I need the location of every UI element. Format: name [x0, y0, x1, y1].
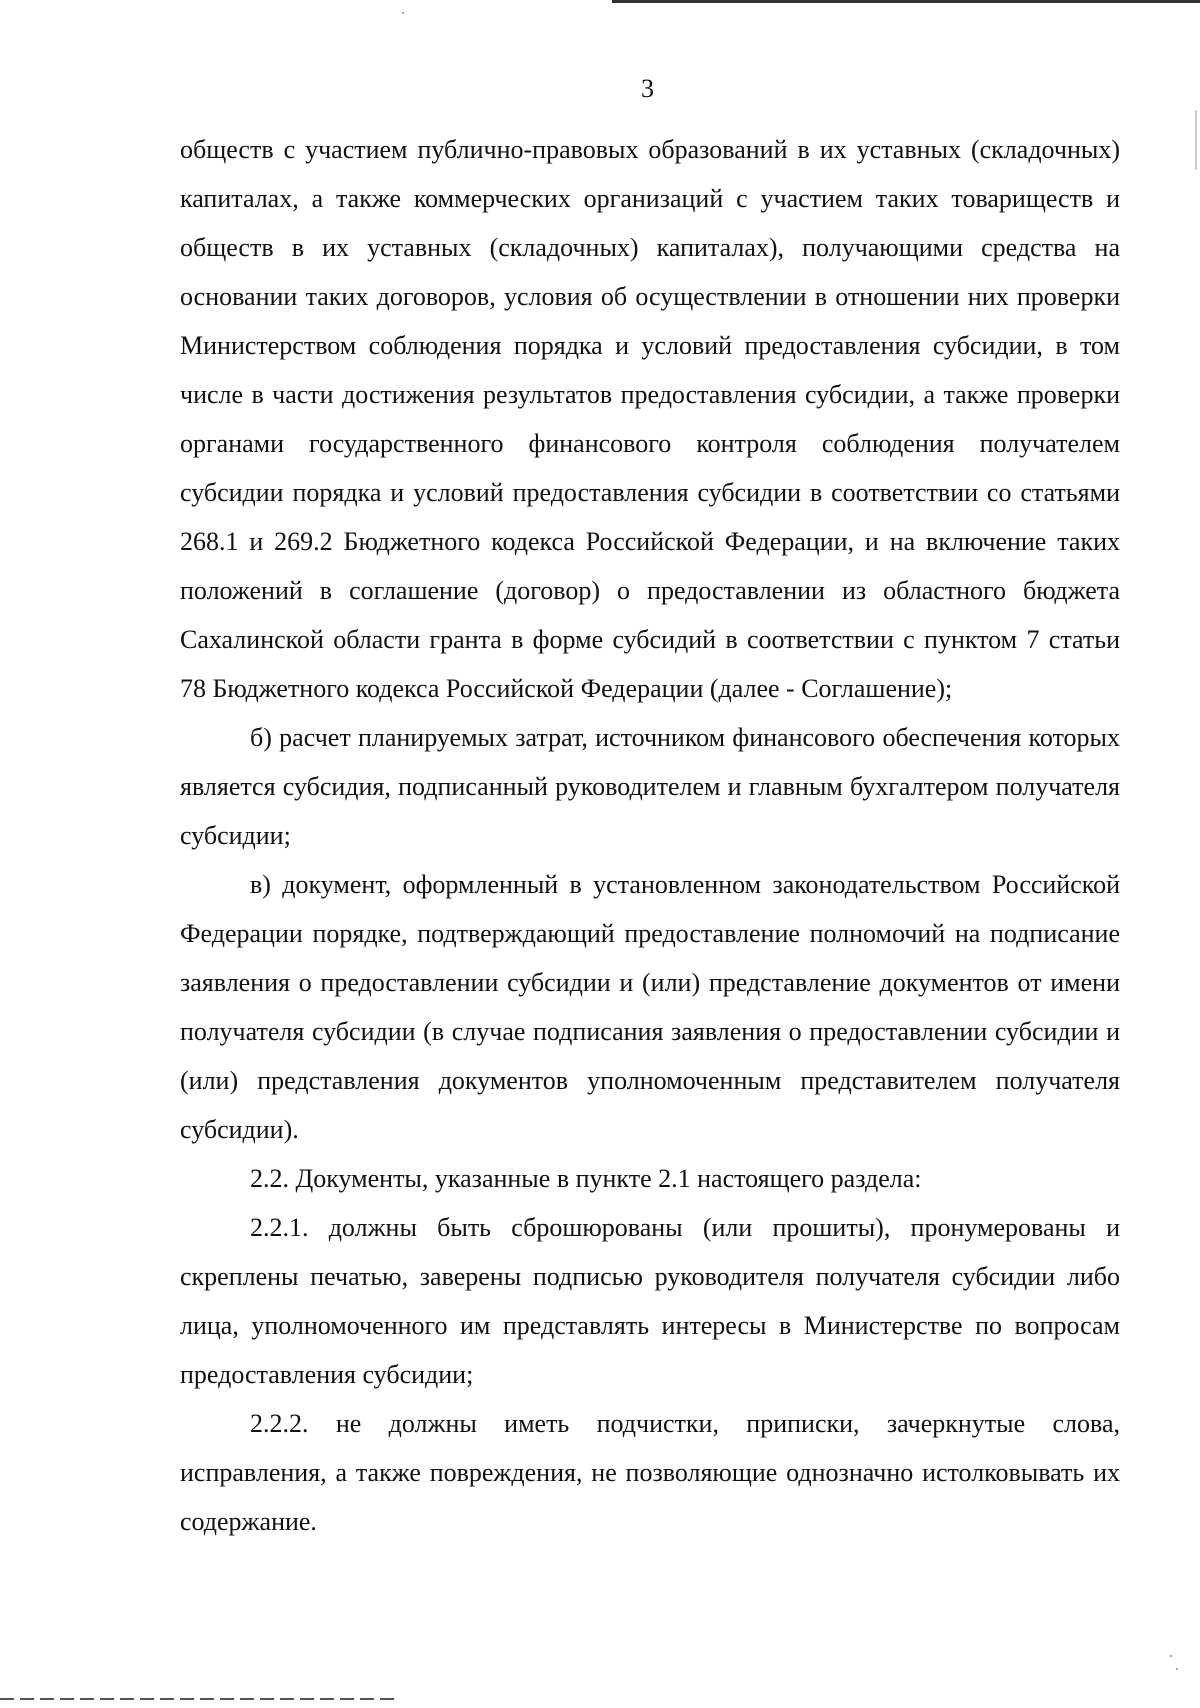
scan-bottom-rule — [0, 1698, 400, 1700]
scan-speck — [1176, 1668, 1178, 1670]
document-body — [180, 125, 1120, 1546]
scan-speck — [402, 12, 404, 14]
paragraph-continuation: обществ с участием публично-правовых образований в их уставных (складочных) капиталах, а также коммерческих организаций с участием таких товариществ и обществ в их уставных (складочных) капиталах), получающими средства на основании таких договоров, условия об осуществлении в отношении них проверки Министерством соблюдения порядка и условий предоставления субсидии, в том числе в части достижения результатов предоставления субсидии, а также проверки органами государственного финансового контроля соблюдения получателем субсидии порядка и условий предоставления субсидии в соответствии со статьями 268.1 и 269.2 Бюджетного кодекса Российской Федерации, и на включение таких положений в соглашение (договор) о предоставлении из областного бюджета Сахалинской области гранта в форме субсидий в соответствии с пунктом 7 статьи 78 Бюджетного кодекса Российской Федерации (далее - Соглашение); — [180, 135, 1120, 703]
paragraph-2-2-1: 2.2.1. должны быть сброшюрованы (или прошиты), пронумерованы и скреплены печатью, заверены подписью руководителя получателя субсидии либо лица, уполномоченного им представлять интересы в Министерстве по вопросам предоставления субсидии; — [180, 1213, 1120, 1389]
paragraph-item-v: в) документ, оформленный в установленном законодательством Российской Федерации порядке, подтверждающий предоставление полномочий на подписание заявления о предоставлении субсидии и (или) представление документов от имени получателя субсидии (в случае подписания заявления о предоставлении субсидии и (или) представления документов уполномоченным представителем получателя субсидии). — [180, 870, 1120, 1144]
paragraph-2-2-2: 2.2.2. не должны иметь подчистки, приписки, зачеркнутые слова, исправления, а также повреждения, не позволяющие однозначно истолковывать их содержание. — [180, 1409, 1120, 1536]
scan-top-rule — [612, 0, 1200, 3]
page-number: 3 — [641, 74, 654, 103]
scan-speck — [1170, 1655, 1172, 1657]
paragraph-2-2: 2.2. Документы, указанные в пункте 2.1 настоящего раздела: — [250, 1164, 922, 1193]
scan-speck — [1195, 110, 1197, 170]
paragraph-item-b: б) расчет планируемых затрат, источником финансового обеспечения которых является субсидия, подписанный руководителем и главным бухгалтером получателя субсидии; — [180, 723, 1120, 850]
